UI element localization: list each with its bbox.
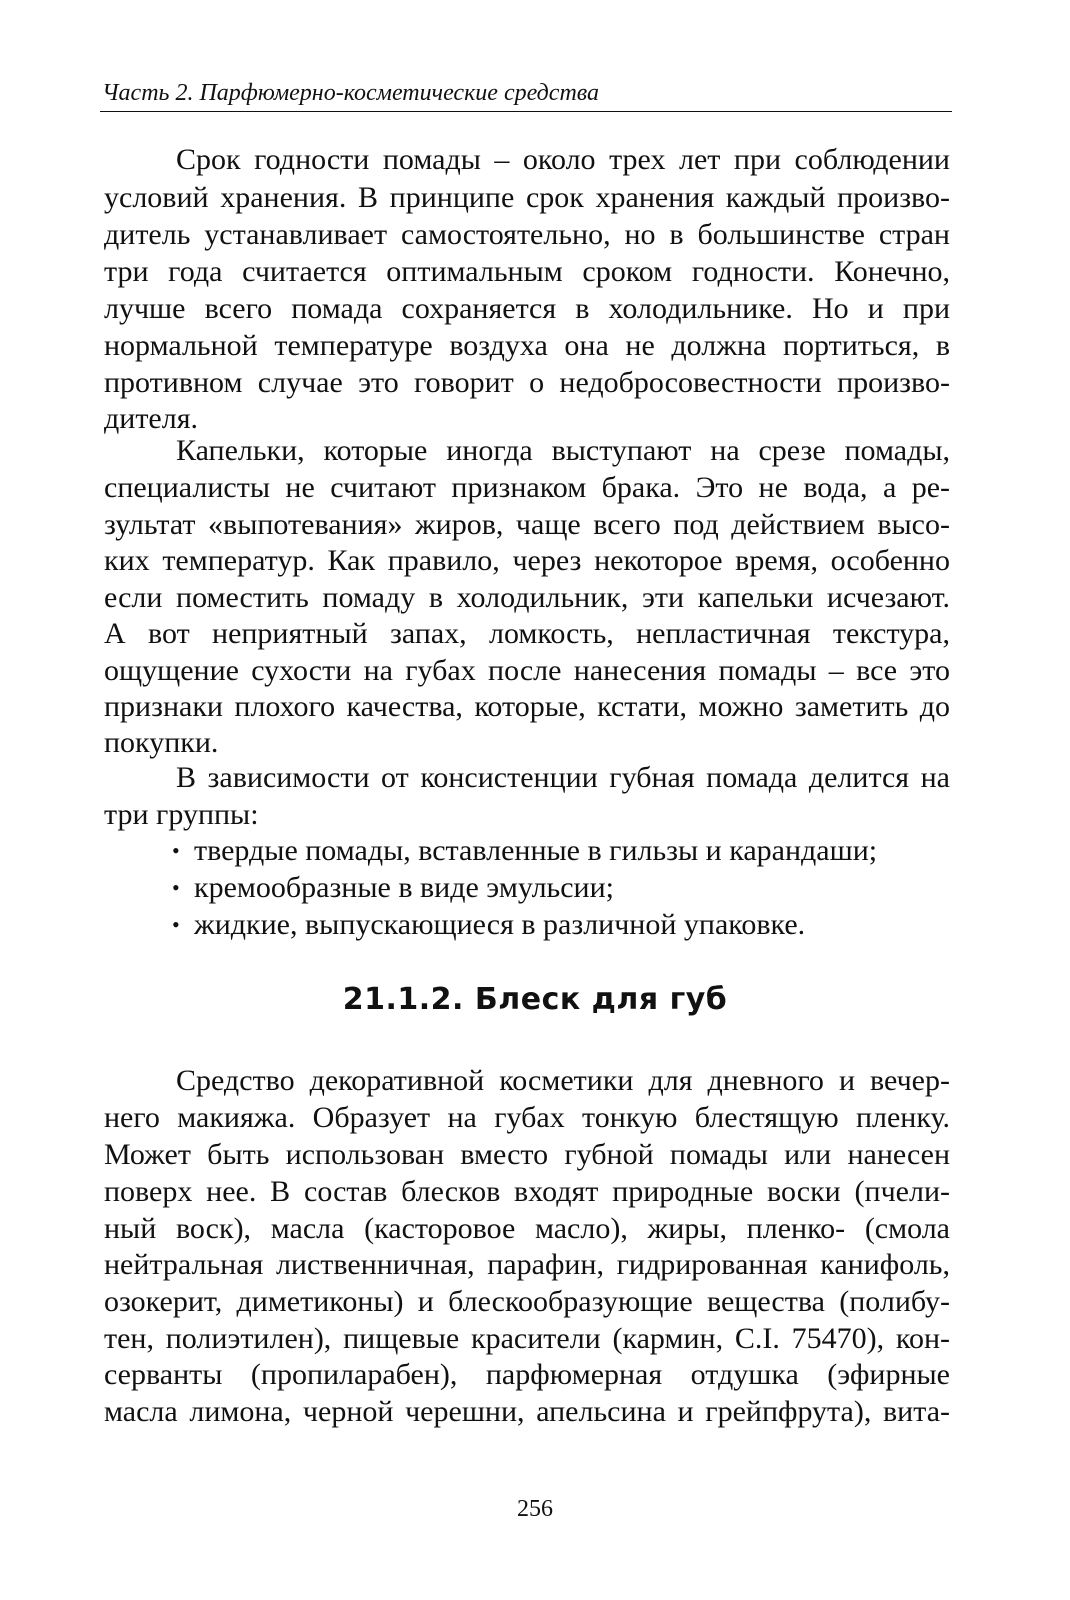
list-item-text: твердые помады, вставленные в гильзы и карандаши;: [194, 834, 878, 867]
bullet-icon: •: [172, 875, 180, 900]
text-line: три года считается оптимальным сроком годности. Конечно,: [104, 255, 950, 288]
text-line: Может быть использован вместо губной помады или нанесен: [104, 1138, 950, 1171]
text-line: дитель устанавливает самостоятельно, но в большинстве стран: [104, 218, 950, 251]
text-line: поверх нее. В состав блесков входят природные воски (пчели-: [104, 1175, 950, 1208]
text-line: него макияжа. Образует на губах тонкую блестящую пленку.: [104, 1101, 950, 1134]
text-line: противном случае это говорит о недобросовестности произво-: [104, 366, 950, 399]
text-line: нормальной температуре воздуха она не должна портиться, в: [104, 329, 950, 362]
text-line: серванты (пропиларабен), парфюмерная отдушка (эфирные: [104, 1358, 950, 1391]
text-line: масла лимона, черной черешни, апельсина и грейпфрута), вита-: [104, 1395, 950, 1428]
text-line: признаки плохого качества, которые, кстати, можно заметить до: [104, 690, 950, 723]
text-line: Средство декоративной косметики для дневного и вечер-: [176, 1064, 950, 1097]
text-line: зультат «выпотевания» жиров, чаще всего под действием высо-: [104, 508, 950, 541]
running-header: Часть 2. Парфюмерно-косметические средства: [102, 80, 600, 106]
text-line: дителя.: [104, 402, 199, 435]
text-line: лучше всего помада сохраняется в холодильнике. Но и при: [104, 292, 950, 325]
list-item-text: жидкие, выпускающиеся в различной упаковке.: [194, 908, 806, 941]
list-item: [172, 906, 805, 944]
text-line: ких температур. Как правило, через некоторое время, особенно: [104, 544, 950, 577]
list-item: [172, 869, 614, 907]
list-item-text: кремообразные в виде эмульсии;: [194, 871, 614, 904]
page-number: 256: [517, 1496, 553, 1522]
text-line: ный воск), масла (касторовое масло), жиры, пленко- (смола: [104, 1212, 950, 1245]
section-heading: 21.1.2. Блеск для губ: [342, 982, 728, 1017]
text-line: А вот неприятный запах, ломкость, непластичная текстура,: [104, 617, 950, 650]
text-line: ощущение сухости на губах после нанесения помады – все это: [104, 654, 950, 687]
text-line: три группы:: [104, 798, 259, 831]
text-line: покупки.: [104, 726, 219, 759]
text-line: Срок годности помады – около трех лет при соблюдении: [176, 143, 950, 176]
text-line: В зависимости от консистенции губная помада делится на: [176, 761, 950, 794]
header-rule: [100, 111, 952, 112]
text-line: озокерит, диметиконы) и блескообразующие вещества (полибу-: [104, 1285, 950, 1318]
text-line: если поместить помаду в холодильник, эти капельки исчезают.: [104, 581, 950, 614]
text-line: нейтральная лиственничная, парафин, гидрированная канифоль,: [104, 1248, 950, 1281]
bullet-icon: •: [172, 912, 180, 937]
text-line: тен, полиэтилен), пищевые красители (кармин, C.I. 75470), кон-: [104, 1322, 950, 1355]
list-item: [172, 832, 877, 870]
text-line: Капельки, которые иногда выступают на срезе помады,: [176, 434, 950, 467]
bullet-icon: •: [172, 838, 180, 863]
text-line: специалисты не считают признаком брака. Это не вода, а ре-: [104, 471, 950, 504]
text-line: условий хранения. В принципе срок хранения каждый произво-: [104, 181, 950, 214]
